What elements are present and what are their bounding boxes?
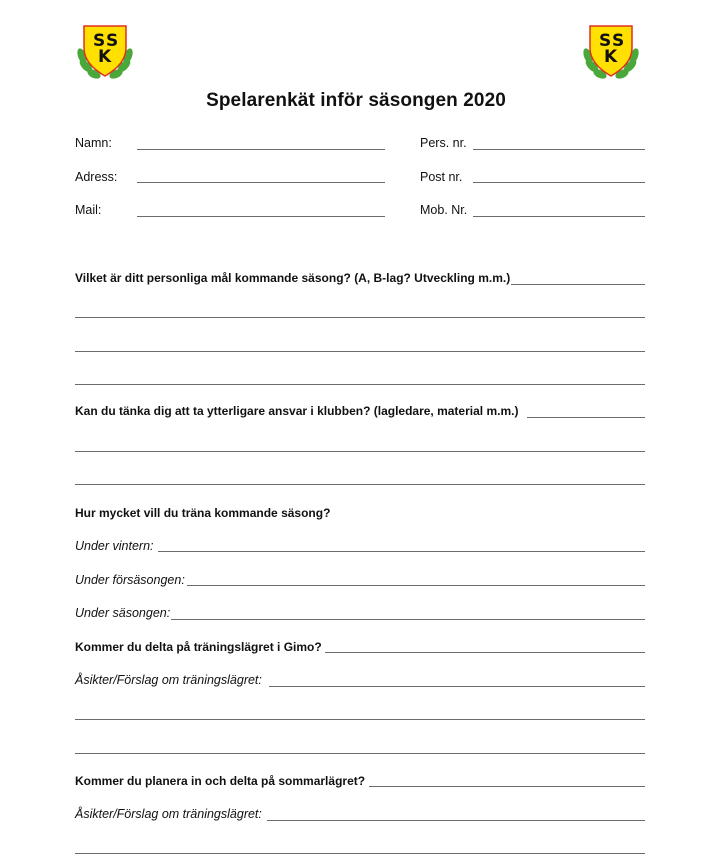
season-field[interactable]	[171, 619, 645, 620]
name-label: Namn:	[75, 136, 112, 150]
name-field[interactable]	[137, 149, 385, 150]
svg-text:K: K	[604, 47, 618, 67]
svg-text:S: S	[612, 31, 625, 51]
goal-question: Vilket är ditt personliga mål kommande säsong? (A, B-lag? Utveckling m.m.)	[75, 271, 511, 285]
svg-text:K: K	[98, 47, 112, 67]
summer-opinions-line-2[interactable]	[75, 853, 645, 854]
training-heading: Hur mycket vill du träna kommande säsong?	[75, 506, 331, 520]
summer-camp-field[interactable]	[369, 786, 645, 787]
responsibility-answer-line-1[interactable]	[527, 417, 645, 418]
gimo-opinions-label: Åsikter/Förslag om träningslägret:	[75, 673, 262, 687]
summer-camp-question: Kommer du planera in och delta på sommarlägret?	[75, 774, 366, 788]
address-label: Adress:	[75, 170, 118, 184]
page-title: Spelarenkät inför säsongen 2020	[206, 90, 506, 111]
postal-code-field[interactable]	[473, 182, 645, 183]
responsibility-answer-line-2[interactable]	[75, 451, 645, 452]
mail-label: Mail:	[75, 203, 102, 217]
svg-text:S: S	[93, 31, 106, 51]
gimo-camp-question: Kommer du delta på träningslägret i Gimo?	[75, 640, 322, 654]
summer-opinions-label: Åsikter/Förslag om träningslägret:	[75, 807, 262, 821]
personal-number-label: Pers. nr.	[420, 136, 467, 150]
goal-answer-line-3[interactable]	[75, 351, 645, 352]
address-field[interactable]	[137, 182, 385, 183]
gimo-opinions-line-3[interactable]	[75, 753, 645, 754]
goal-answer-line-2[interactable]	[75, 317, 645, 318]
summer-opinions-line-1[interactable]	[267, 820, 645, 821]
goal-answer-line-1[interactable]	[511, 284, 645, 285]
club-crest-icon-left	[74, 22, 136, 82]
season-label: Under säsongen:	[75, 606, 171, 620]
svg-text:S: S	[599, 31, 612, 51]
responsibility-question: Kan du tänka dig att ta ytterligare ansvar i klubben? (lagledare, material m.m.)	[75, 404, 519, 418]
postal-code-label: Post nr.	[420, 170, 463, 184]
winter-label: Under vintern:	[75, 539, 154, 553]
gimo-camp-field[interactable]	[325, 652, 645, 653]
winter-field[interactable]	[158, 551, 645, 552]
club-crest-icon-right	[580, 22, 642, 82]
personal-number-field[interactable]	[473, 149, 645, 150]
svg-text:S: S	[106, 31, 119, 51]
preseason-label: Under försäsongen:	[75, 573, 185, 587]
mobile-number-field[interactable]	[473, 216, 645, 217]
mail-field[interactable]	[137, 216, 385, 217]
mobile-number-label: Mob. Nr.	[420, 203, 468, 217]
gimo-opinions-line-2[interactable]	[75, 719, 645, 720]
gimo-opinions-line-1[interactable]	[269, 686, 645, 687]
goal-answer-line-4[interactable]	[75, 384, 645, 385]
preseason-field[interactable]	[187, 585, 645, 586]
responsibility-answer-line-3[interactable]	[75, 484, 645, 485]
